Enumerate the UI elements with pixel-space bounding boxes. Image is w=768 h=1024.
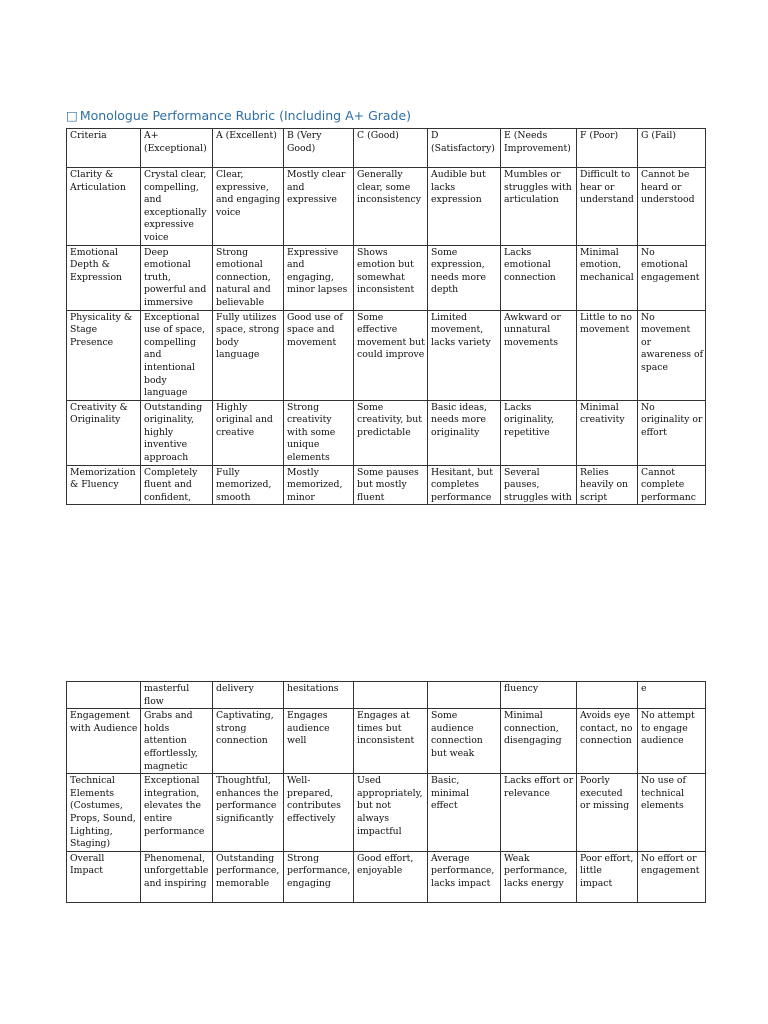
table-cell: Highly original and creative (213, 400, 284, 465)
table-cell: Good use of space and movement (284, 310, 354, 400)
header-cell: E (Needs Improvement) (501, 129, 577, 168)
table-cell: No emotional engagement (638, 245, 706, 310)
criteria-cell: Clarity & Articulation (67, 168, 141, 246)
table-cell: hesitations (284, 682, 354, 709)
table-cell: Strong performance, engaging (284, 851, 354, 902)
table-cell: Phenomenal, unforgettable and inspiring (141, 851, 213, 902)
criteria-cell: Technical Elements (Costumes, Props, Sound, Lighting, Staging) (67, 774, 141, 852)
table-cell: No movement or awareness of space (638, 310, 706, 400)
table-cell: Crystal clear, compelling, and exceptionally expressive voice (141, 168, 213, 246)
table-cell: Some effective movement but could improve (354, 310, 428, 400)
criteria-cell: Memorization & Fluency (67, 465, 141, 505)
header-cell: Criteria (67, 129, 141, 168)
header-cell: A (Excellent) (213, 129, 284, 168)
table-cell (428, 682, 501, 709)
table-cell: Well-prepared, contributes effectively (284, 774, 354, 852)
table-cell: Cannot complete performanc (638, 465, 706, 505)
title-text: Monologue Performance Rubric (Including A+ Grade) (79, 108, 412, 123)
rubric-table-page-2 (66, 681, 706, 903)
table-row (67, 851, 706, 902)
table-cell: Weak performance, lacks energy (501, 851, 577, 902)
table-cell: Shows emotion but somewhat inconsistent (354, 245, 428, 310)
table-cell: Deep emotional truth, powerful and immersive (141, 245, 213, 310)
table-cell: Basic ideas, needs more originality (428, 400, 501, 465)
table-cell: Little to no movement (577, 310, 638, 400)
table-cell: Basic, minimal effect (428, 774, 501, 852)
table-cell: Clear, expressive, and engaging voice (213, 168, 284, 246)
criteria-cell: Emotional Depth & Expression (67, 245, 141, 310)
table-cell: Strong emotional connection, natural and believable (213, 245, 284, 310)
table-cell: Engages at times but inconsistent (354, 709, 428, 774)
table-cell: No originality or effort (638, 400, 706, 465)
table-row (67, 168, 706, 246)
table-cell: Generally clear, some inconsistency (354, 168, 428, 246)
table-cell: Several pauses, struggles with (501, 465, 577, 505)
table-cell: Some creativity, but predictable (354, 400, 428, 465)
header-cell: A+ (Exceptional) (141, 129, 213, 168)
rubric-table-page-1 (66, 128, 706, 505)
table-cell: Hesitant, but completes performance (428, 465, 501, 505)
table-cell: Poor effort, little impact (577, 851, 638, 902)
table-cell: Relies heavily on script (577, 465, 638, 505)
table-cell: Strong creativity with some unique elements (284, 400, 354, 465)
table-cell: Thoughtful, enhances the performance significantly (213, 774, 284, 852)
table-cell: Avoids eye contact, no connection (577, 709, 638, 774)
table-cell: Difficult to hear or understand (577, 168, 638, 246)
table-cell: Fully memorized, smooth (213, 465, 284, 505)
table-cell: Cannot be heard or understood (638, 168, 706, 246)
table-cell: Limited movement, lacks variety (428, 310, 501, 400)
table-cell: Some pauses but mostly fluent (354, 465, 428, 505)
table-cell: fluency (501, 682, 577, 709)
table-cell: Exceptional use of space, compelling and intentional body language (141, 310, 213, 400)
table-row (67, 465, 706, 505)
table-cell: Completely fluent and confident, (141, 465, 213, 505)
criteria-cell: Engagement with Audience (67, 709, 141, 774)
criteria-cell: Physicality & Stage Presence (67, 310, 141, 400)
table-cell: masterful flow (141, 682, 213, 709)
table-cell: Used appropriately, but not always impactful (354, 774, 428, 852)
table-cell: Minimal creativity (577, 400, 638, 465)
table-cell: No use of technical elements (638, 774, 706, 852)
header-cell: D (Satisfactory) (428, 129, 501, 168)
table-cell: No attempt to engage audience (638, 709, 706, 774)
table-cell: Outstanding performance, memorable (213, 851, 284, 902)
table-cell (354, 682, 428, 709)
table-cell: delivery (213, 682, 284, 709)
table-row (67, 310, 706, 400)
table-cell: Minimal connection, disengaging (501, 709, 577, 774)
table-cell: Lacks originality, repetitive (501, 400, 577, 465)
table-cell: Expressive and engaging, minor lapses (284, 245, 354, 310)
table-row (67, 245, 706, 310)
table-row (67, 709, 706, 774)
table-cell: Awkward or unnatural movements (501, 310, 577, 400)
table-cell: Some audience connection but weak (428, 709, 501, 774)
table-cell: Audible but lacks expression (428, 168, 501, 246)
table-cell: Poorly executed or missing (577, 774, 638, 852)
header-cell: G (Fail) (638, 129, 706, 168)
table-cell: Exceptional integration, elevates the entire performance (141, 774, 213, 852)
table-cell: Good effort, enjoyable (354, 851, 428, 902)
table-cell: Average performance, lacks impact (428, 851, 501, 902)
table-cell: Mostly clear and expressive (284, 168, 354, 246)
table-cell: Mumbles or struggles with articulation (501, 168, 577, 246)
table-cell (577, 682, 638, 709)
header-cell: C (Good) (354, 129, 428, 168)
table-cell: Lacks effort or relevance (501, 774, 577, 852)
criteria-cell: Creativity & Originality (67, 400, 141, 465)
criteria-cell: Overall Impact (67, 851, 141, 902)
table-cell: Mostly memorized, minor (284, 465, 354, 505)
table-cell: Captivating, strong connection (213, 709, 284, 774)
header-cell: B (Very Good) (284, 129, 354, 168)
table-row (67, 400, 706, 465)
table-row (67, 774, 706, 852)
table-cell: Minimal emotion, mechanical (577, 245, 638, 310)
table-cell: Lacks emotional connection (501, 245, 577, 310)
table-cell: No effort or engagement (638, 851, 706, 902)
table-cell: Fully utilizes space, strong body language (213, 310, 284, 400)
table-row-continued (67, 682, 706, 709)
table-cell: e (638, 682, 706, 709)
criteria-cell (67, 682, 141, 709)
table-cell: Grabs and holds attention effortlessly, magnetic (141, 709, 213, 774)
table-header-row (67, 129, 706, 168)
header-cell: F (Poor) (577, 129, 638, 168)
page-title (66, 108, 411, 123)
title-glyph: □ (66, 108, 78, 123)
table-cell: Some expression, needs more depth (428, 245, 501, 310)
table-cell: Engages audience well (284, 709, 354, 774)
table-cell: Outstanding originality, highly inventive approach (141, 400, 213, 465)
